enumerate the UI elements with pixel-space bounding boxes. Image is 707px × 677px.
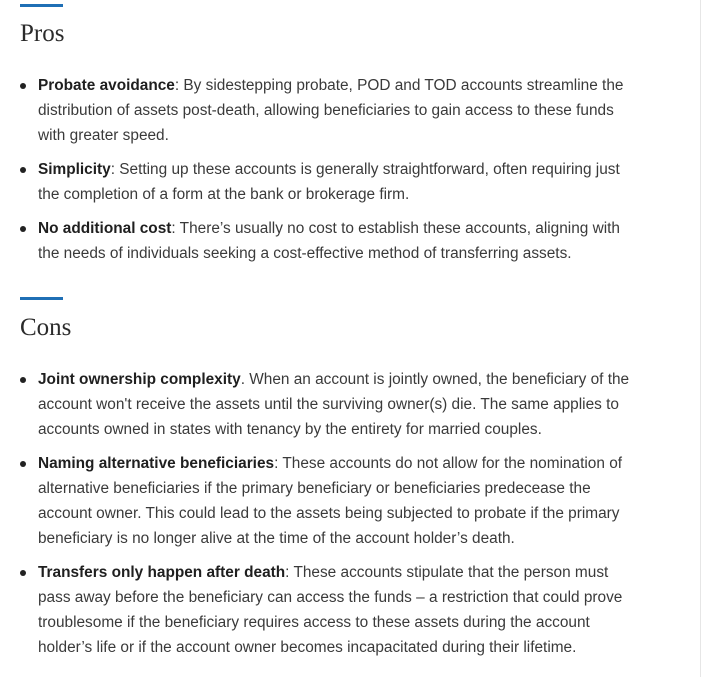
list-item-text: By sidestepping probate, POD and TOD accounts streamline the distribution of assets post-death, allowing beneficiaries to gain access to these funds with greater speed.	[38, 77, 624, 144]
bullet-dot-icon	[20, 377, 26, 383]
list-item-text: Setting up these accounts is generally straightforward, often requiring just the completion of a form at the bank or brokerage firm.	[38, 161, 620, 203]
list-item-term: No additional cost	[38, 220, 172, 237]
cons-heading: Cons	[20, 314, 72, 341]
pros-heading: Pros	[20, 20, 65, 47]
pros-list	[0, 73, 640, 275]
list-item-naming-alternative-beneficiaries	[0, 451, 640, 551]
list-item-probate-avoidance	[0, 73, 640, 148]
list-item-text: These accounts do not allow for the nomination of alternative beneficiaries if the primary beneficiary or beneficiaries predecease the account owner. This could lead to the assets being subjected to probate if the primary beneficiary is no longer alive at the time of the account holder’s death.	[38, 455, 623, 547]
list-item-transfers-only-after-death	[0, 560, 640, 660]
list-item-simplicity	[0, 157, 640, 207]
list-item-term: Simplicity	[38, 161, 111, 178]
list-item-separator: :	[171, 220, 180, 237]
list-item-term: Probate avoidance	[38, 77, 175, 94]
cons-section-accent-bar	[20, 297, 63, 300]
list-item-term: Naming alternative beneficiaries	[38, 455, 275, 472]
list-item-text: When an account is jointly owned, the beneficiary of the account won't receive the assets until the surviving owner(s) die. The same applies to accounts owned in states with tenancy by the entirety for married couples.	[38, 371, 630, 438]
list-item-text: There’s usually no cost to establish these accounts, aligning with the needs of individuals seeking a cost-effective method of transferring assets.	[38, 220, 620, 262]
bullet-dot-icon	[20, 83, 26, 89]
pros-section-accent-bar	[20, 4, 63, 7]
list-item-term: Joint ownership complexity	[38, 371, 241, 388]
bullet-dot-icon	[20, 461, 26, 467]
list-item-no-additional-cost	[0, 216, 640, 266]
list-item-term: Transfers only happen after death	[38, 564, 286, 581]
list-item-separator: :	[274, 455, 283, 472]
list-item-joint-ownership-complexity	[0, 367, 640, 442]
bullet-dot-icon	[20, 167, 26, 173]
list-item-text: These accounts stipulate that the person must pass away before the beneficiary can access the funds – a restriction that could prove troublesome if the beneficiary requires access to these assets during the account holder’s life or if the account owner becomes incapacitated during their lifetime.	[38, 564, 623, 656]
cons-list	[0, 367, 640, 669]
bullet-dot-icon	[20, 570, 26, 576]
content-right-border	[700, 0, 701, 677]
list-item-separator: :	[285, 564, 294, 581]
list-item-separator: .	[240, 371, 250, 388]
list-item-separator: :	[110, 161, 120, 178]
list-item-separator: :	[174, 77, 184, 94]
bullet-dot-icon	[20, 226, 26, 232]
